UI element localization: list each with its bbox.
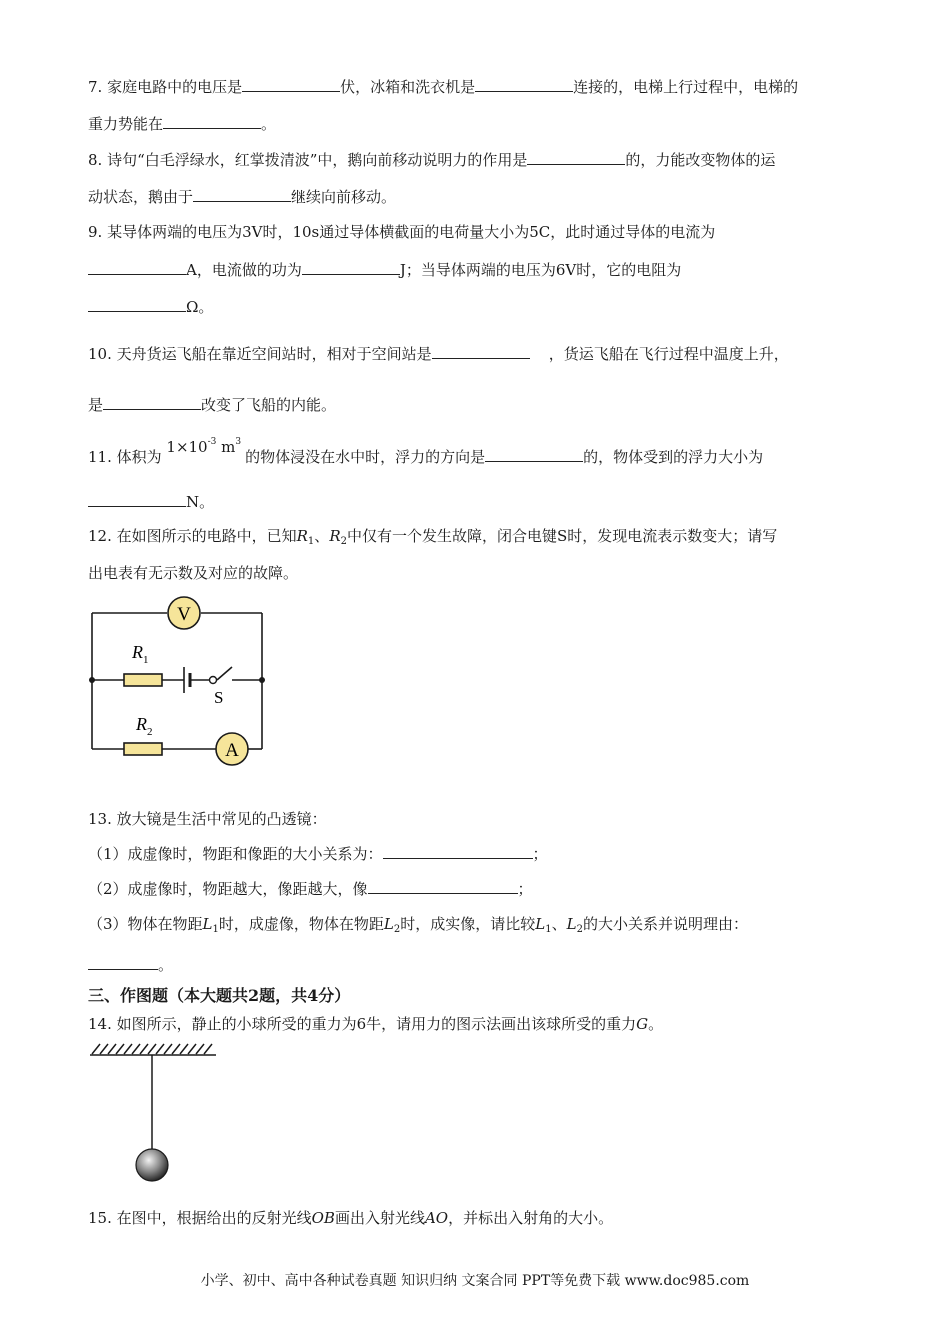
- q11-blank2[interactable]: [88, 492, 186, 507]
- q8-line1: 8. 诗句“白毛浮绿水，红掌拨清波”中，鹅向前移动说明力的作用是 的，力能改变物体的运: [88, 151, 776, 169]
- q9-line3: Ω。: [88, 296, 213, 318]
- q13-blank3[interactable]: [88, 955, 158, 970]
- q13-part1: （1）成虚像时，物距和像距的大小关系为： ；: [88, 845, 548, 863]
- q13-blank2[interactable]: [368, 879, 518, 894]
- q8-blank2[interactable]: [193, 187, 291, 202]
- volume-formula: $1\times 10^{-3}$ $m^3$: [166, 437, 242, 456]
- resistor-r1: [124, 674, 162, 686]
- section-title: 三、作图题（本大题共2题，共4分）: [88, 986, 351, 1005]
- junction-left: [89, 677, 95, 683]
- q9-blank1[interactable]: [88, 260, 186, 275]
- q13-blank1[interactable]: [383, 844, 533, 859]
- q14-line1: 14. 如图所示，静止的小球所受的重力为6牛，请用力的图示法画出该球所受的重力G。: [88, 1015, 664, 1033]
- circuit-diagram: [80, 594, 280, 769]
- page-footer: 小学、初中、高中各种试卷真题 知识归纳 文案合同 PPT等免费下载 www.doc985.com: [200, 1273, 750, 1289]
- q8-line2: 动状态，鹅由于 继续向前移动。: [88, 188, 397, 206]
- q8-blank1[interactable]: [527, 150, 625, 165]
- r1-label: $R_1$: [132, 642, 149, 666]
- q9-blank2[interactable]: [302, 260, 400, 275]
- q9-line2: A，电流做的功为 J；当导体两端的电压为6V时，它的电阻为: [88, 259, 681, 281]
- q13-part4: 。: [88, 954, 173, 976]
- ball-icon: [136, 1149, 168, 1181]
- q15-line1: 15. 在图中，根据给出的反射光线OB画出入射光线AO，并标出入射角的大小。: [88, 1209, 614, 1227]
- q10-line2: 是 改变了飞船的内能。: [88, 396, 337, 414]
- q7-line1: 7. 家庭电路中的电压是 伏，冰箱和洗衣机是 连接的，电梯上行过程中，电梯的: [88, 78, 799, 96]
- junction-right: [259, 677, 265, 683]
- q7-blank2[interactable]: [475, 77, 573, 92]
- q13-part2: （2）成虚像时，物距越大，像距越大，像 ；: [88, 880, 533, 898]
- q13-part3: （3）物体在物距$L_1$时，成虚像，物体在物距$L_2$时，成实像，请比较$L_1$、$L_2$的大小关系并说明理由：: [88, 915, 748, 935]
- q7-blank1[interactable]: [242, 77, 340, 92]
- pendulum-diagram: [86, 1040, 226, 1185]
- q10-line1: 10. 天舟货运飞船在靠近空间站时，相对于空间站是 ，货运飞船在飞行过程中温度上升，: [88, 345, 789, 363]
- q9-blank3[interactable]: [88, 297, 186, 312]
- q9-line1: 9. 某导体两端的电压为3V时，10s通过导体横截面的电荷量大小为5C，此时通过导体的电流为: [88, 223, 716, 241]
- q7-line2: 重力势能在 。: [88, 115, 277, 133]
- q7-blank3[interactable]: [163, 114, 261, 129]
- r2-label: $R_2$: [136, 714, 153, 738]
- switch-label: S: [214, 688, 224, 707]
- q11-line2: N。: [88, 491, 214, 513]
- q10-blank1[interactable]: [432, 344, 530, 359]
- resistor-r2: [124, 743, 162, 755]
- q10-blank2[interactable]: [103, 395, 201, 410]
- switch-contact-icon: [210, 677, 217, 684]
- voltmeter-label: V: [177, 604, 191, 625]
- q13-line1: 13. 放大镜是生活中常见的凸透镜：: [88, 810, 327, 828]
- q12-line2: 出电表有无示数及对应的故障。: [88, 564, 299, 582]
- q11-blank1[interactable]: [485, 447, 583, 462]
- q11-line1: 11. 体积为 $1\times 10^{-3}$ $m^3$的物体浸没在水中时，浮力的方向是 的，物体受到的浮力大小为: [88, 441, 763, 468]
- q12-line1: 12. 在如图所示的电路中，已知$R_1$、$R_2$中仅有一个发生故障，闭合电键S时，发现电流表示数变大；请写: [88, 527, 778, 547]
- ammeter-label: A: [225, 740, 239, 761]
